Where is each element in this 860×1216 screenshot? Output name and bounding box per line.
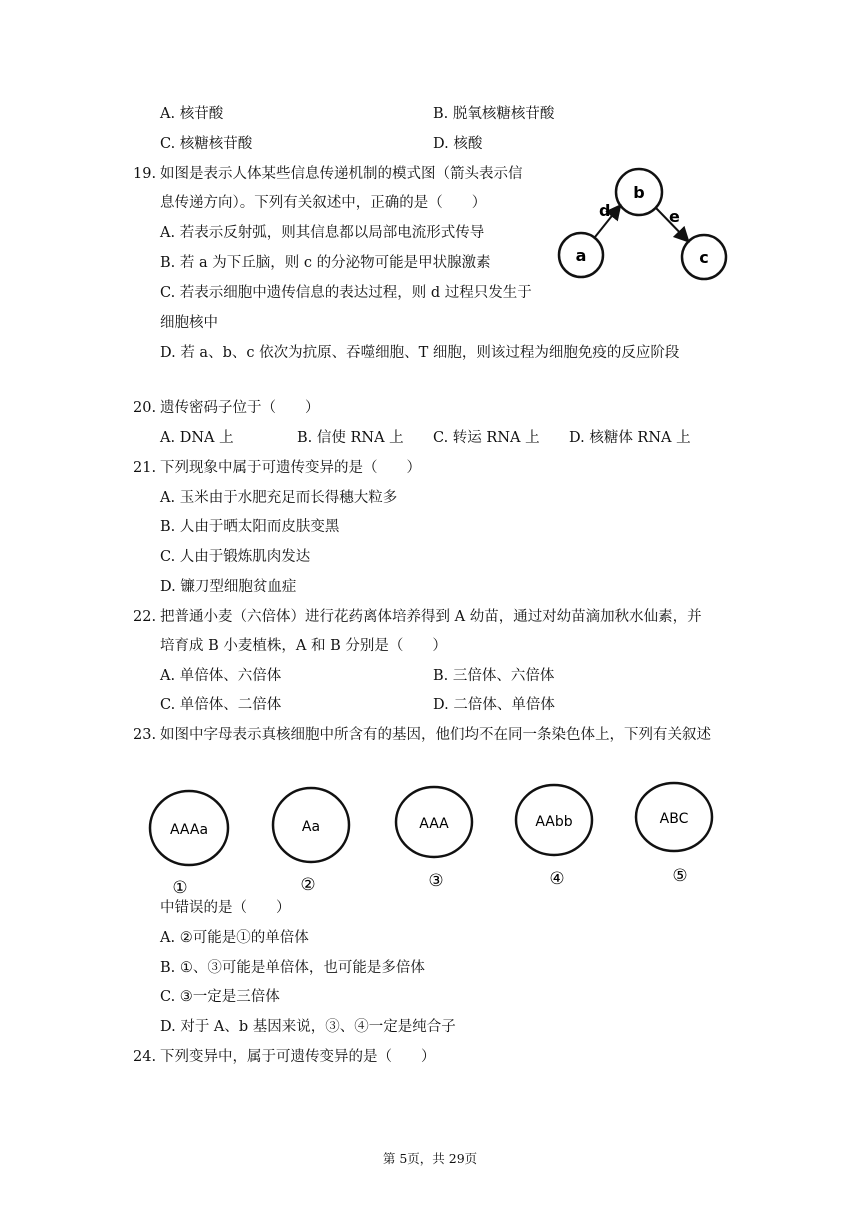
question-stem: 把普通小麦（六倍体）进行花药离体培养得到 A 幼苗，通过对幼苗滴加秋水仙素，并: [160, 609, 702, 625]
question-number: 22.: [133, 609, 157, 625]
question-stem: 中错误的是（ ）: [160, 900, 291, 916]
cell-5: [636, 783, 712, 886]
svg-text:ABC: ABC: [659, 811, 689, 827]
node-c: [682, 235, 726, 279]
question-number: 24.: [133, 1049, 157, 1065]
page-footer: 第 5页，共 29页: [382, 1151, 478, 1166]
svg-text:③: ③: [428, 871, 444, 891]
question-stem: 遗传密码子位于（ ）: [160, 400, 320, 416]
cell-3: [396, 787, 472, 891]
svg-text:②: ②: [300, 875, 316, 895]
option-b: B. 信使 RNA 上: [297, 430, 404, 446]
option-d: D. 核糖体 RNA 上: [569, 430, 691, 446]
option-d: D. 若 a、b、c 依次为抗原、吞噬细胞、T 细胞，则该过程为细胞免疫的反应阶段: [160, 345, 680, 361]
option-a: A. DNA 上: [160, 430, 234, 446]
question-number: 19.: [133, 166, 157, 182]
cell-2: [273, 788, 349, 895]
question-number: 23.: [133, 727, 157, 743]
option-b: B. 若 a 为下丘脑，则 c 的分泌物可能是甲状腺激素: [160, 255, 491, 271]
signal-transmission-diagram: [555, 160, 735, 295]
option-d: D. 镰刀型细胞贫血症: [160, 579, 297, 595]
svg-text:AAbb: AAbb: [535, 814, 573, 830]
option-b: B. 人由于晒太阳而皮肤变黑: [160, 519, 340, 535]
svg-text:Aa: Aa: [301, 819, 321, 835]
option-a: A. 若表示反射弧，则其信息都以局部电流形式传导: [160, 225, 485, 241]
question-number: 21.: [133, 460, 157, 476]
svg-text:AAA: AAA: [419, 816, 449, 832]
option-d: D. 核酸: [433, 136, 483, 152]
question-stem: 培育成 B 小麦植株，A 和 B 分别是（ ）: [160, 638, 447, 654]
svg-text:a: a: [575, 246, 587, 265]
option-b: B. 脱氧核糖核苷酸: [433, 106, 555, 122]
node-b: [616, 169, 662, 215]
gene-cells-figure: [140, 780, 740, 900]
option-a: A. 单倍体、六倍体: [160, 668, 282, 684]
option-c: C. 转运 RNA 上: [433, 430, 540, 446]
option-c-continued: 细胞核中: [160, 315, 218, 331]
svg-text:AAAa: AAAa: [169, 822, 209, 838]
option-d: D. 二倍体、单倍体: [433, 697, 555, 713]
option-b: B. 三倍体、六倍体: [433, 668, 555, 684]
question-stem: 如图是表示人体某些信息传递机制的模式图（箭头表示信: [160, 166, 523, 182]
question-number: 20.: [133, 400, 157, 416]
option-c: C. 单倍体、二倍体: [160, 697, 282, 713]
label-e: e: [669, 207, 680, 226]
option-b: B. ①、③可能是单倍体，也可能是多倍体: [160, 960, 425, 976]
option-c: C. 若表示细胞中遗传信息的表达过程，则 d 过程只发生于: [160, 285, 532, 301]
option-a: A. 核苷酸: [160, 106, 224, 122]
cell-4: [516, 785, 592, 889]
question-stem: 下列现象中属于可遗传变异的是（ ）: [160, 460, 421, 476]
svg-text:⑤: ⑤: [672, 866, 688, 886]
option-c: C. ③一定是三倍体: [160, 989, 280, 1005]
question-stem: 息传递方向）。下列有关叙述中，正确的是（ ）: [160, 195, 487, 211]
svg-text:①: ①: [172, 878, 188, 898]
svg-text:b: b: [633, 183, 645, 202]
label-d: d: [599, 201, 611, 220]
option-a: A. 玉米由于水肥充足而长得穗大粒多: [160, 490, 398, 506]
node-a: [559, 233, 603, 277]
option-c: C. 人由于锻炼肌肉发达: [160, 549, 311, 565]
cell-1: [150, 791, 228, 898]
svg-text:c: c: [699, 248, 709, 267]
question-stem: 如图中字母表示真核细胞中所含有的基因，他们均不在同一条染色体上，下列有关叙述: [160, 727, 711, 743]
question-stem: 下列变异中，属于可遗传变异的是（ ）: [160, 1049, 436, 1065]
option-d: D. 对于 A、b 基因来说，③、④一定是纯合子: [160, 1019, 456, 1035]
option-a: A. ②可能是①的单倍体: [160, 930, 309, 946]
option-c: C. 核糖核苷酸: [160, 136, 253, 152]
svg-text:④: ④: [549, 869, 565, 889]
